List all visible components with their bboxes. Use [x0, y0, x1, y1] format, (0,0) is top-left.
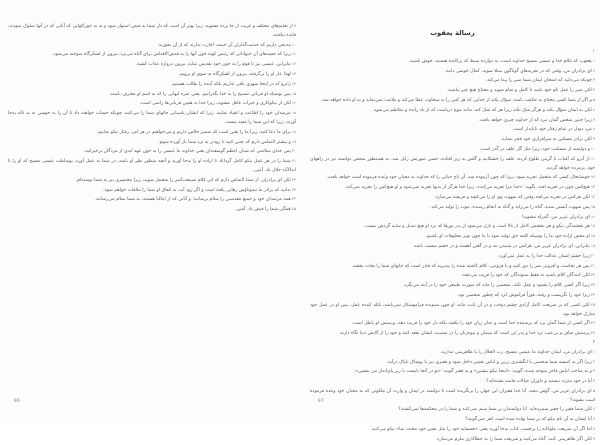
verse: ۲۵ همگی شما را فیض باد. آمین.: [235, 207, 296, 213]
verse-number: ۱۱: [589, 156, 595, 161]
verse-number: ۲: [591, 359, 595, 364]
verse-number: ۸: [591, 127, 595, 132]
verse-number: ۲: [591, 68, 595, 73]
verse-number: ۳: [591, 369, 595, 374]
verse: ۳ و به صاحب لباس فاخر متوجه شده، گویید: «اینجا نیکو بنشین» و به فقیر گویید: «تو در آنجا بایست یا زیر پای‌انداز من بنشین»،: [353, 369, 595, 375]
verse: ۱۹ و بیشتر التماس دارم که چنین کنید تا زودتر به نزد شما باز آورده شوم.: [158, 139, 296, 145]
verse-number: ۷: [591, 117, 595, 122]
verse: ۲ زیرا اگر به کنیسه شما شخصی با انگشتری زرین و لباس نفیس داخل شود و فقیری نیز با پوشاک ناپاک درآید،: [386, 359, 595, 365]
verse-number: ۲۴: [589, 292, 595, 297]
verse: ۱۴ لکن هرکس در تجربه می‌افتد وقتی که شهوت وی او را می‌کشد و فریفته می‌سازد.: [434, 194, 595, 200]
verse: ۱۱ از آنرو که آفتاب با گرمی طلوع کرده، علف را خشکانید و گلش به زیر افتاده، حسن صورتش زایل شد. به همینطور شخص دولتمند نیز در راههای خود، پژمرده خواهد گردید.: [310, 156, 595, 171]
verse-number: ۱: [591, 58, 595, 63]
verse: ۱۱ زیرا که جسدهای آن حیواناتی که رئیس کهنه خون آنها را به قدس‌الاقداس برای گناه می‌برد، بیرون از لشکرگاه سوخته می‌شود.: [52, 52, 296, 58]
verse: ۹ لکن برادر مسکین به سرافرازی خود فخر بنماید،: [500, 137, 595, 143]
left-page: [0, 0, 300, 424]
verse-number: ۱۷: [589, 224, 595, 229]
verse-number: ۶: [591, 407, 595, 412]
verse-number: ۱۱: [290, 52, 296, 57]
verse: ۲۴ زیرا خود را نگریست و رفته، فوراً فراموش کرد که چطور شخصی بود.: [457, 292, 595, 298]
verse-number: ۸: [591, 427, 595, 432]
left-page-number: 96: [14, 398, 21, 403]
verse: ۲۳ زیرا اگر کسی کلام را بشنود و عمل نکند، شخصی را ماند که صورت طبیعی خود را در آینه می‌نگرد.: [402, 283, 595, 289]
verse: ۸ مرد دودل در تمام رفتار خود ناپایدار است.: [512, 127, 595, 133]
verse-number: ۲۰: [589, 253, 595, 258]
verse-number: ۱۷: [290, 111, 296, 116]
verse: ۲ ای برادران من، وقتی که در تجربه‌های گوناگون مبتلا شوید، کمال خوشی دانید.: [444, 68, 595, 74]
verse: ۱۳ هیچ‌کس چون در تجربه افتد، نگوید: «خدا مرا تجربه می‌کند»، زیرا خدا هرگز از بدیها تجربه نمی‌شود و او هیچ‌کس را تجربه نمی‌کند.: [344, 185, 595, 191]
chapter-number: ۲: [592, 339, 595, 345]
verse-number: ۱۹: [589, 243, 595, 248]
right-page: [300, 0, 600, 442]
verse-number: ۱۴: [589, 194, 595, 199]
verse-number: ۱۰: [290, 42, 296, 47]
verse-number: ۱۸: [290, 129, 296, 134]
verse: ۲۳ بدانید که برادر ما تیموتاؤس رهایی یافته است و اگر زود آید، به اتفاق او شما را ملاقات خواهم نمود.: [102, 187, 296, 193]
verse: ۹ لکن اگر ظاهربینی کنید، گناه می‌کنید و شریعت شما را به خطاکاری ملزم می‌سازد.: [435, 436, 595, 442]
left-page-text: [8, 22, 296, 215]
verse: ۲۴ همه مرشدان خود و جمیع مقدسین را سلام برسانید؛ و آنانی که از ایتالیا هستند، به شما سلام می‌رسانند.: [94, 197, 296, 203]
verse: ۳ چونکه می‌دانید که امتحان ایمان شما صبر را پیدا می‌کند.: [485, 78, 595, 84]
verse-number: ۱۰: [589, 146, 595, 151]
verse-number: ۱۲: [290, 62, 296, 67]
verse: ۱۸ برای ما دعا کنید، زیرا ما را یقین است که ضمیر خالص داریم و می‌خواهیم در هر امر، رفتار نیکو نماییم.: [96, 129, 296, 135]
verse-number: ۹: [591, 436, 595, 441]
verse-number: ۲۳: [290, 187, 296, 192]
verse-number: ۴: [591, 88, 595, 93]
verse-number: ۱: [591, 349, 595, 354]
verse: ۸ اما اگر آن شریعت ملوکانه را برحسب کتاب به‌جا آورید یعنی «همسایه خود را مثل نفس خود محبت نما» نیکو می‌کنید.: [370, 427, 595, 433]
verse: ۱۳ لهذا عار او را برگرفته، بیرون از لشکرگاه به سوی او برویم.: [178, 71, 296, 77]
verse-number: ۱۴: [290, 81, 296, 86]
verse: ۱۰ مذبحی داریم که خدمت‌گذاران آن خیمه، اجازت ندارند که از آن بخورند.: [157, 42, 296, 48]
verse-number: ۹: [591, 137, 595, 142]
verse-number: ۲۶: [589, 321, 595, 326]
verse-number: ۹: [292, 24, 296, 28]
book-title: رسالة یعقوب: [430, 29, 475, 37]
verse: ۱۹ بنابراین، ای برادران عزیز من، هرکس در شنیدن تند و در گفتن آهسته و در خشم سست باشد.: [412, 243, 595, 249]
verse: ۱۴ زانرو که در اینجا شهری باقی نداریم بلکه آینده را طالب هستیم.: [170, 81, 296, 87]
verse-number: ۲۴: [290, 197, 296, 202]
verse-number: ۲۱: [290, 159, 296, 164]
verse-number: ۲۳: [589, 283, 595, 288]
verse-number: ۱۵: [290, 91, 296, 96]
verse: ۶ لکن شما فقیر را حقیر شمرده‌اید. آیا دولتمندان بر شما ستم نمی‌کنند و شما را در محکمه‌ها نمی‌کشند؟: [398, 407, 595, 413]
verse: ۷ آیا ایشان به آن نام نیکو که بر شما نهاده شده است کفر نمی‌گویند؟: [465, 417, 595, 423]
verse-number: ۱۵: [589, 204, 595, 209]
verse-number: ۴: [591, 379, 595, 384]
verse-number: ۱۳: [290, 71, 296, 76]
verse-number: ۲۰: [290, 149, 296, 154]
verse: ۹ از تعلیم‌های مختلف و غریب از جا برده مشوید، زیرا بهتر آن است که دل شما به فیض استوار شود و نه به خوراکهایی که آنانی که در آنها سلوک نمودند، فایده نیافتند.: [8, 24, 296, 38]
verse-number: ۱۶: [589, 214, 595, 219]
verse: ۲۱ شما را در هر عمل نیکو کامل گرداناد تا اراده او را به‌جا آورید و آنچه منظور نظر او باشد، در شما به عمل آورد، بوساطت عیسی مسیح که او را تا ابدالآباد جلال باد. آمین.: [8, 159, 296, 173]
verse: ۴ لکن صبر را عمل تام خود باشد تا کامل و تمام شوید و محتاج هیچ چیز نباشید.: [446, 88, 595, 94]
verse-number: ۵: [591, 97, 595, 102]
verse: ۱۲ بنابراین، عیسی نیز تا قوم را به خون خود تقدیس نماید، بیرون دروازه عذاب کشید.: [135, 62, 296, 68]
verse: ۲۶ اگر کسی از شما گمان برد که پرستنده خدا است و عنان زبان خود را نکشد بلکه دل خود را فریب دهد، پرستش او باطل است.: [351, 321, 595, 327]
verse: ۲۲ لکن ای برادران، از شما التماس دارم که این کلام نصیحت‌آمیز را متحمل شوید، زیرا مختصری نیز به شما نوشته‌ام.: [75, 177, 296, 183]
verse-number: ۱۲: [589, 175, 595, 180]
verse-number: ۶: [591, 107, 595, 112]
verse: ۲۱ پس هر نجاست و افزونی شر را دور کنید و با فروتنی، کلام کاشته شده را بپذیرید که قادر است که جانهای شما را نجات بخشد.: [351, 263, 595, 269]
chapter-number: ۱: [592, 49, 595, 54]
verse: ۲۲ لکن کنندگان کلام باشید نه فقط شنوندگان که خود را فریب می‌دهند.: [461, 273, 595, 279]
verse: ۷ زیرا چنین شخص گمان نبرد که از خداوند چیزی خواهد یافت.: [478, 117, 595, 123]
verse-number: ۱۶: [290, 101, 296, 106]
verse: ۲۵ لکن کسی که بر شریعت کامل آزادی چشم دوخت و در آن ثابت ماند، او چون شنونده فراموشکار نمی‌باشد، بلکه کننده عمل، پس او در عمل خود مبارک خواهد بود.: [310, 302, 595, 317]
verse: ۲۰ پس خدای سلامتی که شبان اعظم گوسفندان یعنی خداوند ما عیسی را به خون عهد ابدی از مردگان برخیزانید،: [83, 149, 296, 155]
verse-number: ۲۲: [290, 177, 296, 182]
verse: ۵ ای برادران عزیز من، گوش دهید. آیا خدا فقیران این جهان را برنگزیده است تا دولتمند در ایمان و وارث آن ملکوتی که به محبان خود وعده فرموده است بشوند؟: [310, 388, 595, 403]
verse: ۱۲ خوشابحال کسی که متحمل تجربه شود، زیرا که چون آزموده شد، آن تاج حیاتی را که خداوند به محبان خود وعده فرموده است خواهد یافت.: [326, 175, 595, 181]
verse: ۱۸ او محض اراده خود ما را بوسیله کلمه حق تولید نمود تا ما چون نوبر مخلوقات او باشیم.: [425, 234, 595, 240]
verse: ۱۷ هر بخشندگی نیکو و هر بخشش کامل از بالا است و نازل می‌شود از پدر نورها که نزد او هیچ تبدیل و سایه گردش نیست.: [363, 224, 595, 230]
verse-number: ۳: [591, 78, 595, 83]
verse-number: ۲۱: [589, 263, 595, 268]
verse-number: ۲۵: [290, 207, 296, 212]
verse: ۲۰ زیرا خشم انسان عدالت خدا را به عمل نمی‌آورد.: [497, 253, 595, 259]
verse: ۱۶ لکن از نیکوکاری و خیرات غافل مشوید، زیرا خدا به همین قربانی‌ها راضی است.: [139, 101, 296, 107]
verse-number: ۱۸: [589, 234, 595, 239]
verse: ۱ یعقوب که غلام خدا و عیسی مسیح خداوند است، به دوازده سبط که پراکنده هستند، خوش باشید.: [408, 58, 595, 64]
verse-number: ۵: [591, 388, 595, 393]
verse-number: ۷: [591, 417, 595, 422]
verse: ۱۵ پس شهوت آبستن شده، گناه را می‌زاید و گناه به انجام رسیده، موت را تولید می‌کند.: [430, 204, 595, 210]
verse: ۶ لکن به ایمان سؤال بکند و هرگز شک نکند زیرا هر که شک کند، مانند موج دریاست که از باد رانده و متلاطم می‌شود.: [372, 107, 595, 113]
verse-number: ۱۹: [290, 139, 296, 144]
verse: ۱۵ پس بوسیله او قربانی تسبیح را به خدا بگذرانیم، یعنی ثمره لبهایی را که به اسم او معترف باشند.: [109, 91, 296, 97]
right-page-text: [310, 48, 595, 445]
verse: ۱۰ و دولتمند از مسکنت خود، زیرا مثل گل علف در گذر است.: [479, 146, 595, 152]
verse: ۵ و اگر از شما کسی محتاج به حکمت باشد، سؤال بکند از خدایی که هر کس را به سخاوت عطا می‌کند و ملامت نمی‌نماید و به او داده خواهد شد.: [321, 97, 595, 103]
verse: ۱۷ مرشدان خود را اطاعت و انقیاد نمایید، زیرا که ایشان پاسبانی جانهای شما را می‌کنند، چونکه حساب خواهند داد تا آن را به خوشی نه به ناله به‌جا آورند، زیرا که این شما را مفید نیست.: [8, 111, 296, 125]
verse: ۴ آیا در خود متردد نیستید و داوران خیالات فاسد نشده‌اید؟: [486, 379, 595, 385]
verse-number: ۲۷: [589, 331, 595, 336]
verse: ۱ ای برادران من، ایمان خداوند ما عیسی مسیح، رب الجلال را با ظاهربینی مدارید.: [439, 349, 595, 355]
verse-number: ۱۳: [589, 185, 595, 190]
verse: ۱۶ ای برادران عزیز من، گمراه مشوید!: [521, 214, 595, 220]
right-page-number: 97: [318, 398, 325, 403]
verse: ۲۷ پرستش صاف و بی‌عیب نزد خدا و پدر این است که یتیمان و بیوه‌زنان را در مصیبت ایشان تفقد کنند و خود را از آلایش دنیا نگاه دارند.: [338, 331, 595, 337]
verse-number: ۲۲: [589, 273, 595, 278]
verse-number: ۲۵: [589, 302, 595, 307]
